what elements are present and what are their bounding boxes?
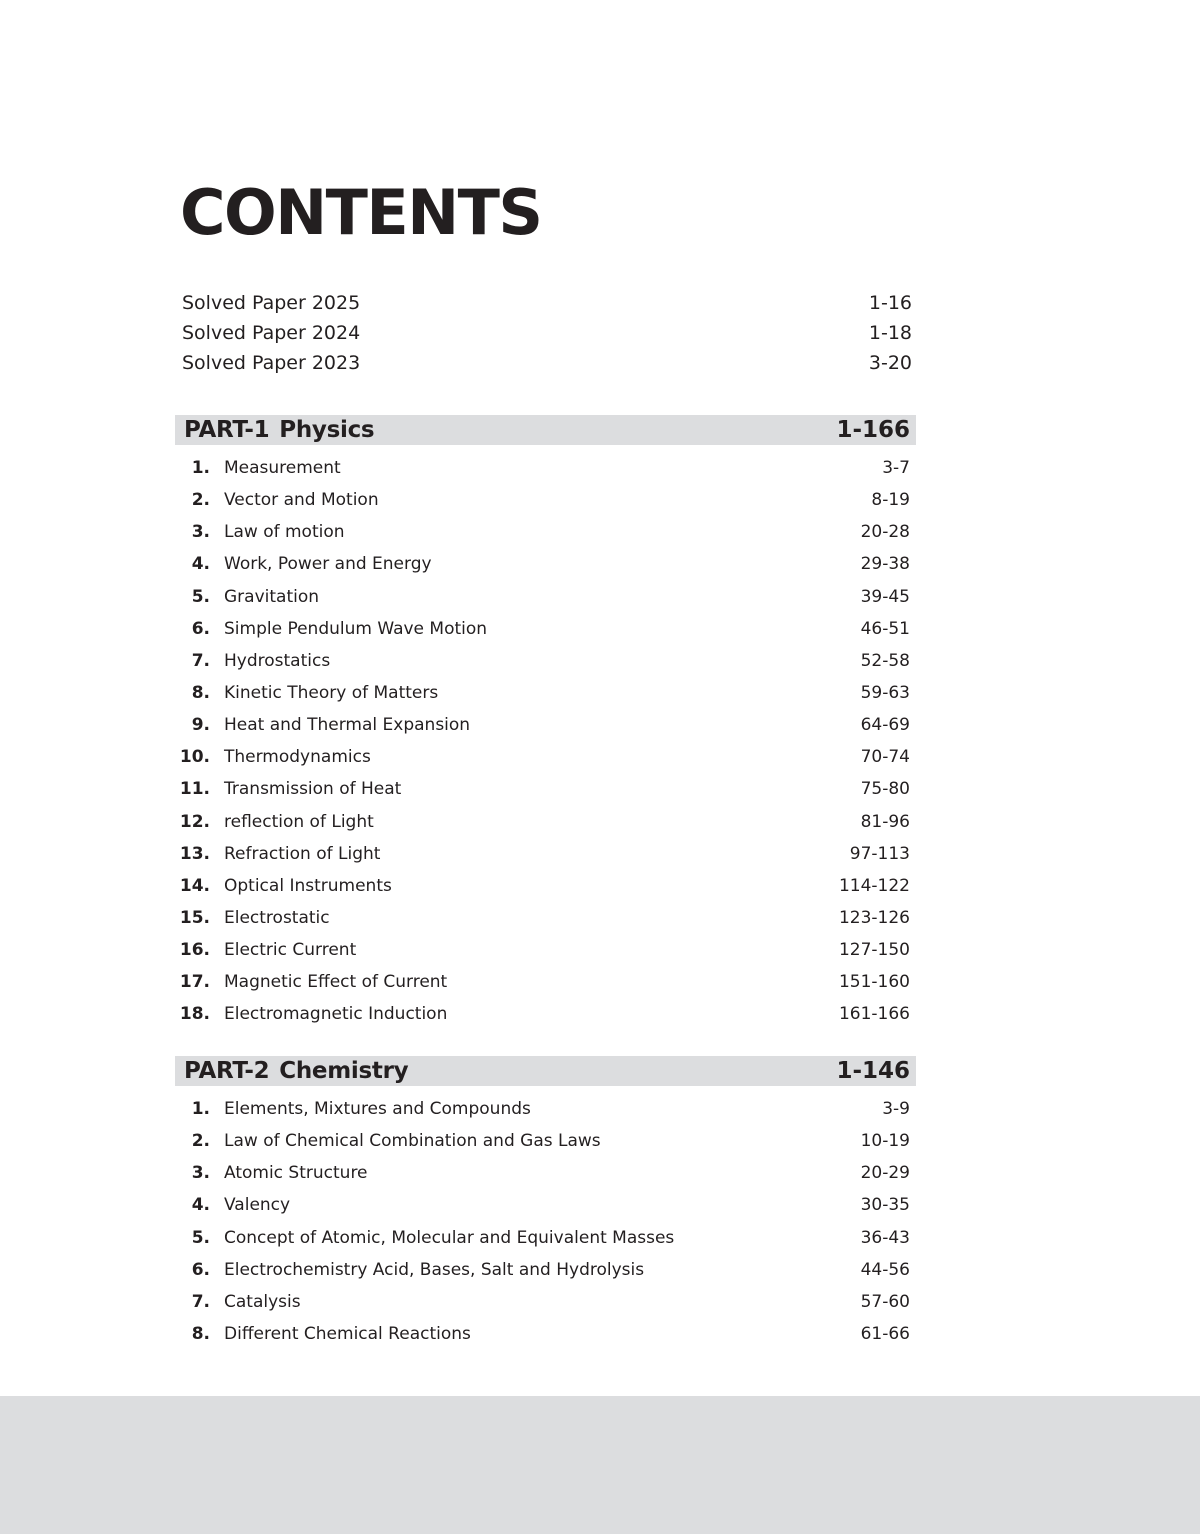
chapter-pages: 29-38 (860, 554, 910, 575)
chapter-pages: 61-66 (860, 1324, 910, 1345)
chapter-row[interactable] (175, 484, 910, 516)
solved-paper-label: Solved Paper 2025 (182, 292, 361, 314)
chapter-title: Electrostatic (224, 908, 330, 929)
part-header[interactable] (175, 415, 916, 445)
part-chemistry (175, 1056, 916, 1350)
solved-paper-row[interactable] (182, 349, 912, 379)
chapter-pages: 127-150 (838, 940, 910, 961)
chapter-row[interactable] (175, 934, 910, 966)
chapter-number: 1. (191, 1099, 210, 1120)
chapter-number: 18. (179, 1004, 210, 1025)
chapter-number: 5. (191, 586, 210, 607)
chapter-number: 5. (191, 1227, 210, 1248)
chapter-pages: 64-69 (860, 715, 910, 736)
chapter-number: 14. (179, 875, 210, 896)
chapter-row[interactable] (175, 677, 910, 709)
chapter-title: Transmission of Heat (224, 779, 402, 800)
chapter-title: Hydrostatics (224, 650, 331, 671)
chapter-row[interactable] (175, 1254, 910, 1286)
solved-papers-list (182, 289, 912, 379)
chapter-pages: 70-74 (860, 747, 910, 768)
chapter-row[interactable] (175, 1189, 910, 1221)
chapter-number: 2. (191, 1131, 210, 1152)
chapter-row[interactable] (175, 1125, 910, 1157)
chapter-list (175, 1093, 916, 1350)
chapter-pages: 3-7 (882, 458, 910, 479)
chapter-row[interactable] (175, 838, 910, 870)
chapter-title: Electric Current (224, 940, 357, 961)
chapter-title: Work, Power and Energy (224, 554, 432, 575)
chapter-number: 8. (191, 683, 210, 704)
chapter-row[interactable] (175, 548, 910, 580)
chapter-pages: 20-29 (860, 1163, 910, 1184)
chapter-title: Measurement (224, 458, 341, 479)
chapter-number: 2. (191, 490, 210, 511)
chapter-pages: 8-19 (871, 490, 910, 511)
chapter-pages: 57-60 (860, 1291, 910, 1312)
chapter-pages: 59-63 (860, 683, 910, 704)
chapter-number: 6. (191, 618, 210, 639)
part-name: Physics (279, 417, 375, 443)
chapter-number: 13. (179, 843, 210, 864)
chapter-row[interactable] (175, 902, 910, 934)
chapter-title: Atomic Structure (224, 1163, 368, 1184)
chapter-pages: 114-122 (838, 875, 910, 896)
chapter-pages: 75-80 (860, 779, 910, 800)
chapter-title: Refraction of Light (224, 843, 381, 864)
chapter-list (175, 452, 916, 1031)
chapter-pages: 3-9 (882, 1099, 910, 1120)
chapter-title: Magnetic Effect of Current (224, 972, 448, 993)
chapter-row[interactable] (175, 1318, 910, 1350)
chapter-pages: 36-43 (860, 1227, 910, 1248)
solved-paper-row[interactable] (182, 289, 912, 319)
chapter-row[interactable] (175, 806, 910, 838)
chapter-row[interactable] (175, 581, 910, 613)
chapter-pages: 44-56 (860, 1259, 910, 1280)
chapter-title: Thermodynamics (224, 747, 371, 768)
part-physics (175, 415, 916, 1031)
chapter-number: 16. (179, 940, 210, 961)
chapter-row[interactable] (175, 709, 910, 741)
chapter-title: Different Chemical Reactions (224, 1324, 471, 1345)
chapter-number: 12. (179, 811, 210, 832)
chapter-number: 7. (191, 1291, 210, 1312)
chapter-number: 4. (191, 554, 210, 575)
chapter-title: Heat and Thermal Expansion (224, 715, 471, 736)
chapter-row[interactable] (175, 613, 910, 645)
chapter-number: 6. (191, 1259, 210, 1280)
part-pages: 1-166 (836, 417, 910, 443)
solved-paper-pages: 1-16 (868, 292, 912, 314)
chapter-title: Electromagnetic Induction (224, 1004, 448, 1025)
chapter-pages: 151-160 (838, 972, 910, 993)
chapter-pages: 97-113 (849, 843, 910, 864)
part-name: Chemistry (279, 1058, 409, 1084)
chapter-row[interactable] (175, 452, 910, 484)
footer-band (0, 1396, 1200, 1534)
chapter-pages: 39-45 (860, 586, 910, 607)
part-header[interactable] (175, 1056, 916, 1086)
chapter-row[interactable] (175, 516, 910, 548)
chapter-row[interactable] (175, 1222, 910, 1254)
chapter-row[interactable] (175, 998, 910, 1030)
chapter-title: Law of motion (224, 522, 345, 543)
chapter-row[interactable] (175, 966, 910, 998)
chapter-title: reflection of Light (224, 811, 374, 832)
solved-paper-pages: 3-20 (868, 352, 912, 374)
chapter-row[interactable] (175, 645, 910, 677)
chapter-pages: 81-96 (860, 811, 910, 832)
solved-paper-label: Solved Paper 2023 (182, 352, 361, 374)
part-pages: 1-146 (836, 1058, 910, 1084)
solved-paper-label: Solved Paper 2024 (182, 322, 361, 344)
solved-paper-row[interactable] (182, 319, 912, 349)
chapter-number: 15. (179, 908, 210, 929)
chapter-title: Concept of Atomic, Molecular and Equivalent Masses (224, 1227, 675, 1248)
chapter-title: Elements, Mixtures and Compounds (224, 1099, 531, 1120)
chapter-number: 1. (191, 458, 210, 479)
chapter-title: Simple Pendulum Wave Motion (224, 618, 488, 639)
page-title: CONTENTS (180, 176, 542, 249)
chapter-number: 11. (179, 779, 210, 800)
chapter-number: 7. (191, 650, 210, 671)
chapter-number: 9. (191, 715, 210, 736)
chapter-title: Catalysis (224, 1291, 301, 1312)
chapter-row[interactable] (175, 741, 910, 773)
chapter-title: Valency (224, 1195, 291, 1216)
chapter-number: 4. (191, 1195, 210, 1216)
chapter-pages: 20-28 (860, 522, 910, 543)
part-number: PART-1 (184, 417, 270, 443)
chapter-pages: 161-166 (838, 1004, 910, 1025)
chapter-title: Electrochemistry Acid, Bases, Salt and Hydrolysis (224, 1259, 645, 1280)
chapter-row[interactable] (175, 1093, 910, 1125)
chapter-pages: 52-58 (860, 650, 910, 671)
chapter-pages: 123-126 (838, 908, 910, 929)
part-number: PART-2 (184, 1058, 270, 1084)
chapter-row[interactable] (175, 773, 910, 805)
chapter-number: 3. (191, 1163, 210, 1184)
chapter-pages: 30-35 (860, 1195, 910, 1216)
chapter-title: Kinetic Theory of Matters (224, 683, 439, 704)
chapter-title: Gravitation (224, 586, 320, 607)
chapter-title: Optical Instruments (224, 875, 392, 896)
chapter-title: Law of Chemical Combination and Gas Laws (224, 1131, 601, 1152)
chapter-row[interactable] (175, 1157, 910, 1189)
chapter-pages: 46-51 (860, 618, 910, 639)
chapter-number: 10. (179, 747, 210, 768)
chapter-row[interactable] (175, 870, 910, 902)
chapter-row[interactable] (175, 1286, 910, 1318)
chapter-pages: 10-19 (860, 1131, 910, 1152)
chapter-number: 17. (179, 972, 210, 993)
chapter-title: Vector and Motion (224, 490, 379, 511)
chapter-number: 8. (191, 1324, 210, 1345)
chapter-number: 3. (191, 522, 210, 543)
solved-paper-pages: 1-18 (868, 322, 912, 344)
